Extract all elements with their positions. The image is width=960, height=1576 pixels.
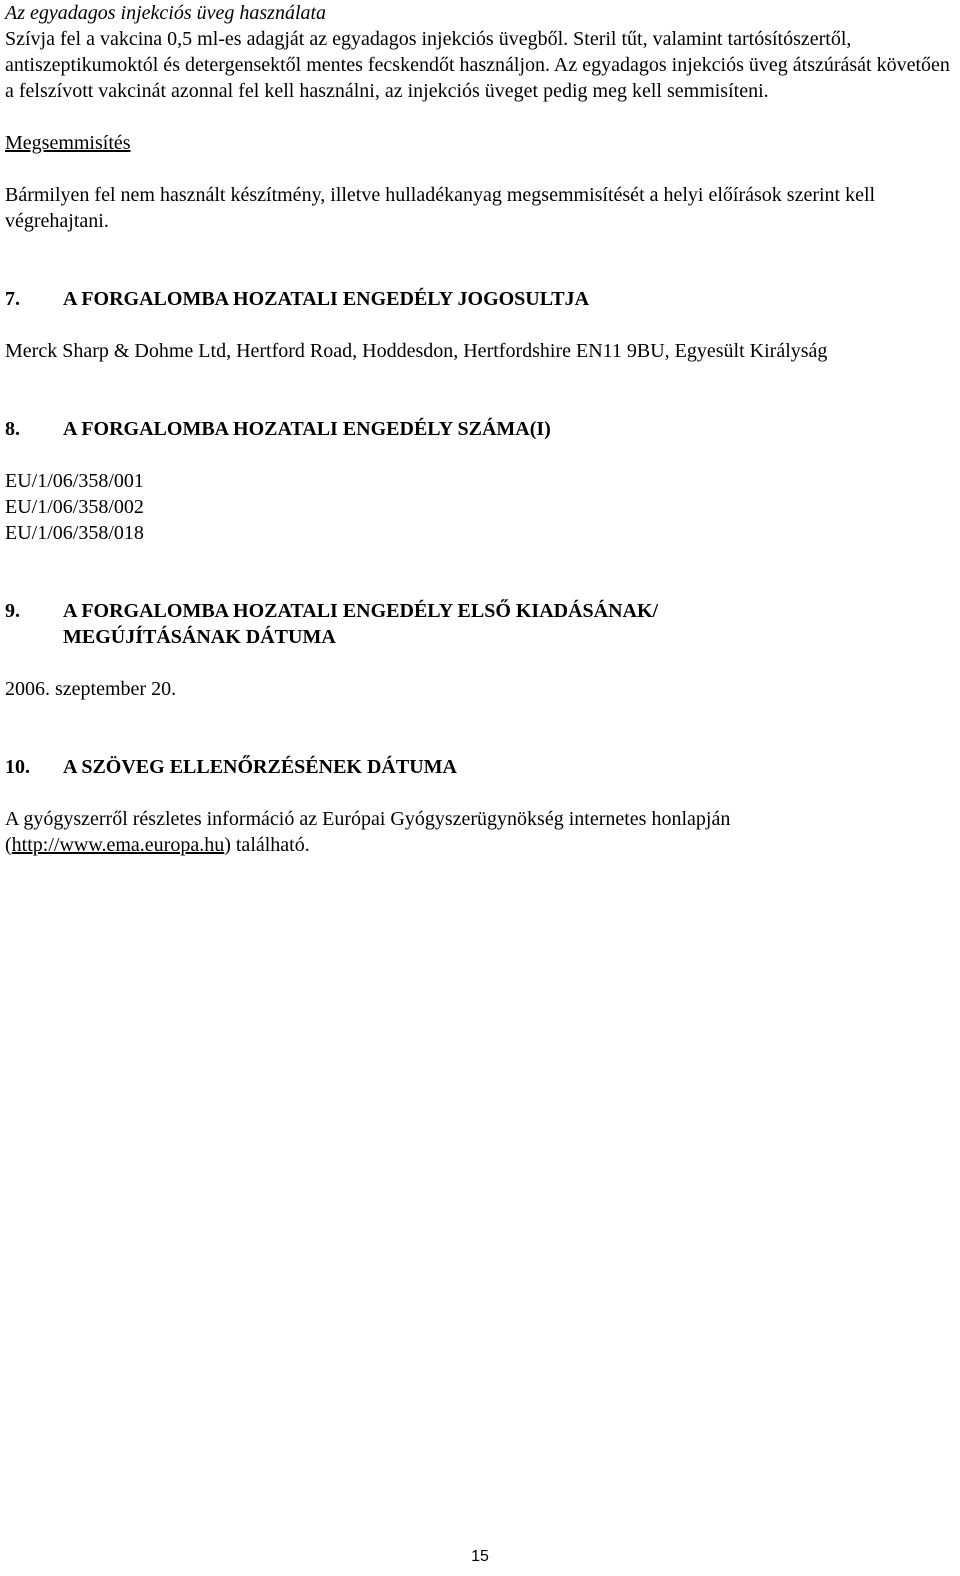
- section-10-text-before: A gyógyszerről részletes információ az Európai Gyógyszerügynökség internetes honlapján (: [5, 808, 731, 856]
- section-9-title-line2: MEGÚJÍTÁSÁNAK DÁTUMA: [63, 626, 336, 648]
- section-10-text: [5, 806, 955, 858]
- section-7-number: 7.: [5, 288, 20, 310]
- section-9-title-line1: A FORGALOMBA HOZATALI ENGEDÉLY ELSŐ KIADÁSÁNAK/: [63, 600, 659, 622]
- section-7-text: Merck Sharp & Dohme Ltd, Hertford Road, Hoddesdon, Hertfordshire EN11 9BU, Egyesült Királyság: [5, 340, 828, 362]
- spacer: [5, 780, 955, 806]
- ema-website-link[interactable]: http://www.ema.europa.hu: [11, 834, 225, 856]
- section-8-title: A FORGALOMBA HOZATALI ENGEDÉLY SZÁMA(I): [63, 418, 551, 440]
- spacer: [5, 702, 955, 728]
- section-8-number: 8.: [5, 418, 20, 440]
- section-9-text: 2006. szeptember 20.: [5, 678, 177, 700]
- vial-use-text: Szívja fel a vakcina 0,5 ml-es adagját az egyadagos injekciós üvegből. Steril tűt, valamint tartósítószertől, antiszeptikumoktól és detergensektől mentes fecskendőt használjon. Az egyadagos injekciós üveg átszúrását követően a felszívott vakcinát azonnal fel kell használni, az injekciós üveget pedig meg kell semmisíteni.: [5, 28, 950, 102]
- section-7-title: A FORGALOMBA HOZATALI ENGEDÉLY JOGOSULTJA: [63, 288, 590, 310]
- disposal-title: Megsemmisítés: [5, 132, 131, 154]
- registration-number: EU/1/06/358/001: [5, 470, 144, 492]
- spacer: [5, 234, 955, 260]
- spacer: [5, 442, 955, 468]
- spacer: [5, 104, 955, 130]
- section-10-number: 10.: [5, 756, 30, 778]
- document-page: [5, 0, 955, 858]
- section-9-number: 9.: [5, 600, 20, 622]
- disposal-text: Bármilyen fel nem használt készítmény, illetve hulladékanyag megsemmisítését a helyi előírások szerint kell végrehajtani.: [5, 184, 876, 232]
- spacer: [5, 728, 955, 754]
- vial-use-title: Az egyadagos injekciós üveg használata: [5, 2, 327, 24]
- spacer: [5, 364, 955, 390]
- registration-number: EU/1/06/358/002: [5, 496, 144, 518]
- spacer: [5, 156, 955, 182]
- section-9-heading: [5, 598, 955, 650]
- section-10-heading: [5, 754, 955, 780]
- section-9-title: [63, 598, 955, 650]
- spacer: [5, 260, 955, 286]
- section-8-heading: [5, 416, 955, 442]
- spacer: [5, 572, 955, 598]
- section-7-heading: [5, 286, 955, 312]
- spacer: [5, 650, 955, 676]
- registration-number: EU/1/06/358/018: [5, 522, 144, 544]
- spacer: [5, 546, 955, 572]
- page-number: 15: [471, 1548, 489, 1565]
- section-10-text-after: ) található.: [224, 834, 310, 856]
- spacer: [5, 312, 955, 338]
- section-10-title: A SZÖVEG ELLENŐRZÉSÉNEK DÁTUMA: [63, 756, 457, 778]
- spacer: [5, 390, 955, 416]
